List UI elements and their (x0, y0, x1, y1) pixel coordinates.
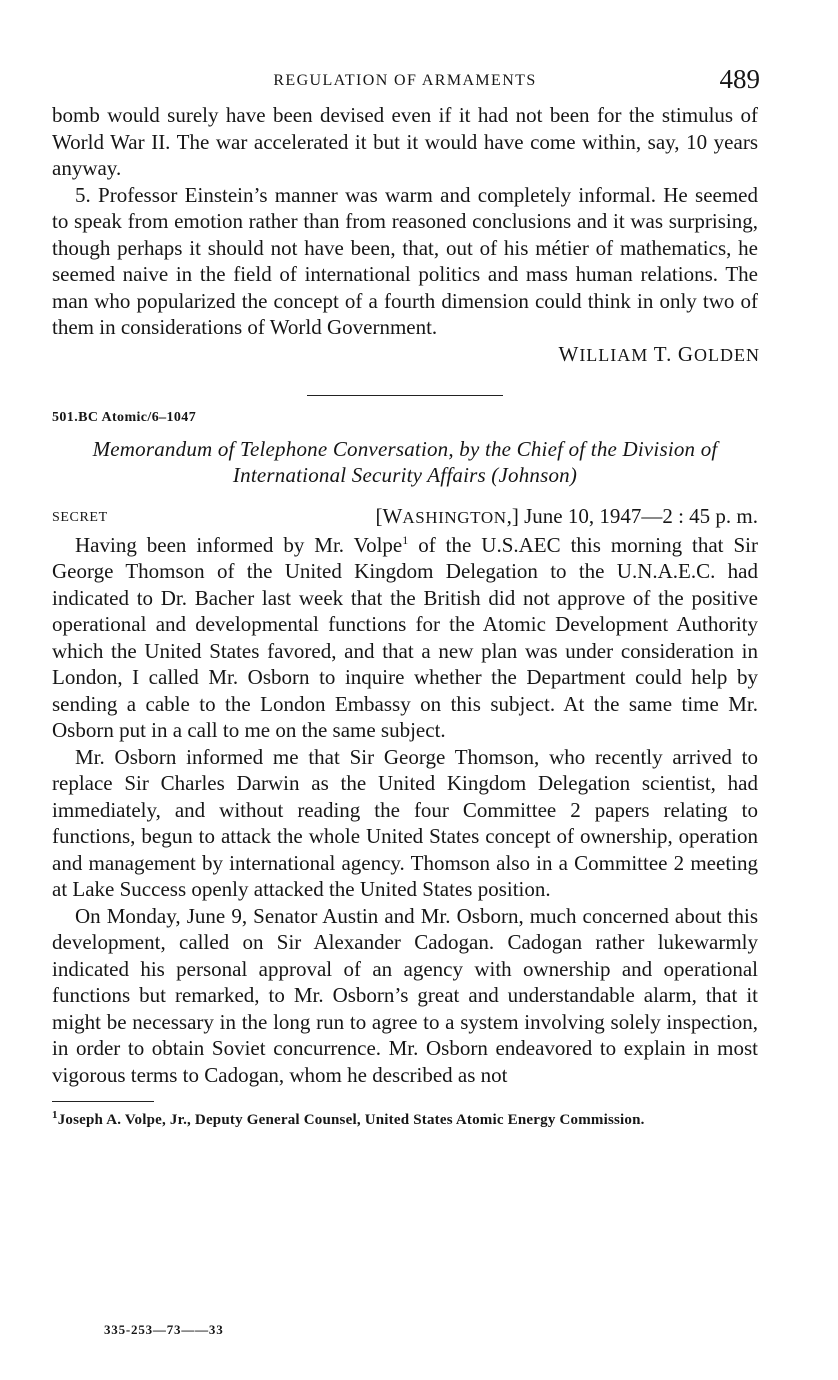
memo-paragraph-3: On Monday, June 9, Senator Austin and Mr. Osborn, much concerned about this development, called on Sir Alexander Cadogan. Cadogan rather lukewarmly indicated his personal approval of an agency with ownership and operational functions but remarked, to Mr. Osborn’s great and understandable alarm, that it might be necessary in the long run to agree to a system involving solely inspection, in order to obtain Soviet concurrence. Mr. Osborn endeavored to explain in most vigorous terms to Cadogan, whom he described as not (52, 903, 758, 1087)
place-close: ,] (506, 503, 519, 528)
memo-paragraph-1-rest: of the U.S.AEC this morning that Sir George Thomson of the United Kingdom Delegation to the U.N.A.E.C. had indicated to Dr. Bacher last week that the British did not approve of the positive operational and developmental functions for the Atomic Development Authority which the United States favored, and that a new plan was under consideration in London, I called Mr. Osborn to inquire whether the Department could help by sending a cable to the London Embassy on this subject. At the same time Mr. Osborn put in a call to me on the same subject. (52, 532, 758, 742)
section-divider (307, 395, 503, 396)
memo-date: June 10, 1947—2 : 45 p. m. (524, 503, 758, 528)
signature-middle-initial: T. (653, 341, 673, 366)
memo-header-line (52, 504, 758, 532)
footnote-marker: 1 (52, 1109, 58, 1121)
footnote-rule (52, 1101, 154, 1102)
document-page (52, 62, 758, 1129)
signature-first-initial: W (558, 341, 580, 366)
continued-paragraph: bomb would surely have been devised even if it had not been for the stimulus of World War II. The war accelerated it but it would have come within, say, 10 years anyway. (52, 103, 758, 180)
print-code: 335-253—73——33 (104, 1322, 224, 1337)
signature-first-rest: ILLIAM (579, 344, 649, 365)
place-name: ASHINGTON (402, 507, 507, 527)
place-and-date (375, 504, 758, 529)
paragraph-5: 5. Professor Einstein’s manner was warm and completely informal. He seemed to speak from emotion rather than from reasoned conclusions and it was surprising, though perhaps it should not have been, that, out of his métier of mathematics, he seemed naive in the field of international politics and mass human relations. The man who popularized the concept of a fourth dimension could think in only two of them in considerations of World Government. (52, 182, 758, 339)
footnote (52, 1109, 758, 1129)
classification-label: SECRET (52, 509, 108, 525)
memo-paragraph-1 (52, 532, 758, 744)
running-title: REGULATION OF ARMAMENTS (273, 72, 537, 89)
signature-william-golden (52, 341, 760, 368)
running-header (52, 62, 758, 102)
document-title: Memorandum of Telephone Conversation, by the Chief of the Division of International Security Affairs (Johnson) (92, 436, 718, 487)
footnote-text: Joseph A. Volpe, Jr., Deputy General Counsel, United States Atomic Energy Commission. (57, 1112, 645, 1128)
signature-last-rest: OLDEN (694, 344, 760, 365)
memo-paragraph-2: Mr. Osborn informed me that Sir George Thomson, who recently arrived to replace Sir Charles Darwin as the United Kingdom Delegation scientist, had immediately, and without reading the four Committee 2 papers relating to functions, begun to attack the whole United States concept of ownership, operation and management by international agency. Thomson also in a Committee 2 meeting at Lake Success openly attacked the United States position. (52, 744, 758, 901)
place-open: [W (375, 503, 403, 528)
file-reference: 501.BC Atomic/6–1047 (52, 409, 197, 425)
page-number: 489 (719, 64, 760, 94)
memo-paragraph-1-start: Having been informed by Mr. Volpe (75, 532, 403, 557)
signature-last-initial: G (677, 341, 694, 366)
footnote-reference: 1 (402, 532, 409, 547)
